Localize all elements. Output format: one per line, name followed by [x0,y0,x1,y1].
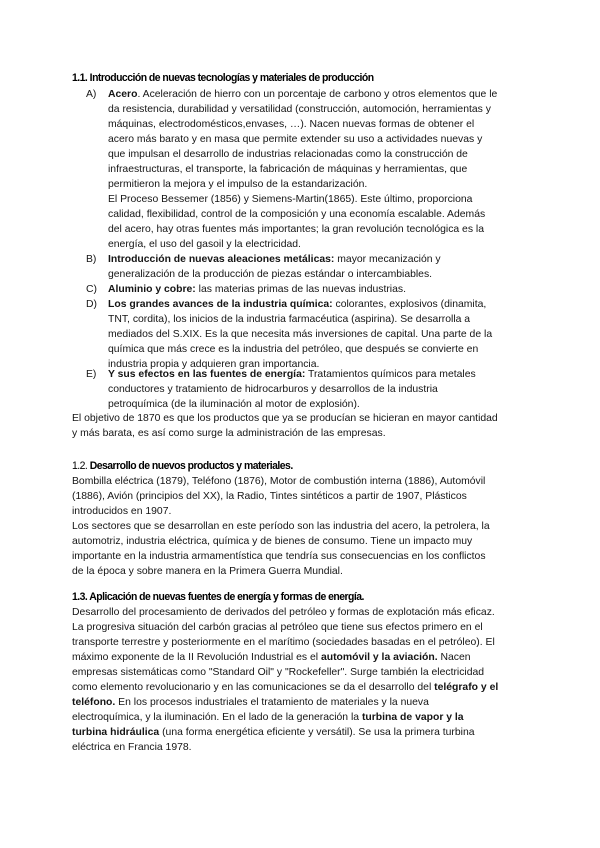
body-text: automotriz, industria eléctrica, química y de bienes de consumo. Tiene un impacto muy [72,536,473,547]
list-marker: A) [86,89,97,100]
body-text: importante en la industria armamentística que tendría sus consecuencias en los conflictos [72,551,486,562]
body-text: transporte terrestre y posteriormente en el marítimo (sociedades basadas en el petróleo). El [72,637,495,648]
body-text: las materias primas de las nuevas industrias. [195,284,406,295]
text-line [108,162,526,177]
body-text: permitieron la mejora y el impulso de la estandarización. [108,179,368,190]
body-text: TNT, cordita), los inicios de la industria farmacéutica (aspirina). Se desarrolla a [108,314,471,325]
list-item-body [108,367,526,412]
body-text: . Aceleración de hierro con un porcentaje de carbono y otros elementos que le [137,89,498,100]
text-line [72,534,532,549]
body-text: Los sectores que se desarrollan en este período son las industria del acero, la petrolera, la [72,521,490,532]
text-line [108,367,526,382]
text-line [108,297,526,312]
text-line [108,252,526,267]
bold-text: Aluminio y cobre: [108,284,196,295]
text-line [72,680,532,695]
text-line [72,695,532,710]
body-text: química que más crece es la industria del petróleo, que después se convierte en [108,344,479,355]
text-line [108,222,526,237]
body-text: introducidos en 1907. [72,506,172,517]
text-line [72,549,532,564]
text-line [72,519,532,534]
text-line [108,237,526,252]
body-text: del acero, hay otras fuentes más importantes; la gran revolución tecnológica es la [108,224,485,235]
body-text: Tratamientos químicos para metales [305,369,476,380]
body-text: y más barata, es así como surge la administración de las empresas. [72,428,386,439]
text-line [108,282,526,297]
text-line [108,327,526,342]
body-text: La progresiva situación del carbón gracias al petróleo que tiene sus efectos primero en el [72,622,483,633]
body-text: mediados del S.XIX. Es la que necesita más inversiones de capital. Una parte de la [108,329,493,340]
body-text: El objetivo de 1870 es que los productos que ya se producían se hicieran en mayor cantidad [72,413,498,424]
text-line [72,504,532,519]
text-line [72,710,532,725]
body-text: eléctrica en Francia 1978. [72,742,192,753]
body-text: calidad, flexibilidad, control de la composición y una economía escalable. Además [108,209,486,220]
list-item-body [108,87,526,252]
text-line [108,312,526,327]
text-line [108,382,526,397]
bold-text: Acero [108,89,138,100]
body-text: mayor mecanización y [334,254,441,265]
bold-text: Introducción de nuevas aleaciones metálicas: [108,254,335,265]
text-line [72,620,532,635]
section-2-paragraph [72,474,532,579]
text-line [72,650,532,665]
list-item-body [108,282,526,297]
body-text: energía, el uso del gasoil y la electricidad. [108,239,301,250]
text-line [108,87,526,102]
text-line [108,342,526,357]
list-marker: C) [86,284,97,295]
body-text: (una forma energética eficiente y versátil). Se usa la primera turbina [159,727,475,738]
body-text: petroquímica (de la iluminación al motor de explosión). [108,399,360,410]
text-line [108,192,526,207]
bold-text: Los grandes avances de la industria química: [108,299,333,310]
bold-text: automóvil y la aviación. [320,652,438,663]
text-line [108,207,526,222]
text-line [108,102,526,117]
text-line [72,665,532,680]
list-marker: E) [86,369,97,380]
body-text: electroquímica, y la iluminación. En el lado de la generación la [72,712,362,723]
list-item-body [108,297,526,372]
body-text: (1886), Avión (principios del XX), la Radio, Tintes sintéticos a partir de 1907, Plásticos [72,491,467,502]
text-line [72,740,532,755]
text-line [72,564,532,579]
body-text: acero más barato y en masa que permite extender su uso a actividades nuevas y [108,134,483,145]
body-text: Nacen [437,652,471,663]
section-3-paragraph [72,605,532,755]
body-text: que impulsan el desarrollo de industrias relacionadas como la construcción de [108,149,468,160]
text-line [108,397,526,412]
section-3-heading: 1.3. Aplicación de nuevas fuentes de energía y formas de energía. [72,591,364,603]
text-line [108,132,526,147]
bold-text: telégrafo y el [434,682,499,693]
list-marker: B) [86,254,97,265]
body-text: máquinas, electrodomésticos,envases, …). Nacen nuevas formas de obtener el [108,119,475,130]
body-text: infraestructuras, el transporte, la fabricación de máquinas y herramientas, que [108,164,468,175]
text-line [72,605,532,620]
body-text: colorantes, explosivos (dinamita, [332,299,487,310]
body-text: industria propia y adquieren gran importancia. [108,359,320,370]
text-line [72,411,532,426]
text-line [108,117,526,132]
text-line [108,177,526,192]
bold-text: teléfono. [72,697,116,708]
body-text: da resistencia, durabilidad y versatilidad (construcción, automoción, herramientas y [108,104,491,115]
body-text: conductores y tratamiento de hidrocarburos y desarrollos de la industria [108,384,438,395]
body-text: de la época y sobre manera en la Primera Guerra Mundial. [72,566,343,577]
text-line [108,267,526,282]
section-1-heading: 1.1. Introducción de nuevas tecnologías y materiales de producción [72,72,374,84]
bold-text: Y sus efectos en las fuentes de energía: [108,369,306,380]
section-2-heading: 1.2. Desarrollo de nuevos productos y materiales. [72,460,293,472]
body-text: Desarrollo del procesamiento de derivados del petróleo y formas de explotación más eficaz. [72,607,495,618]
body-text: Bombilla eléctrica (1879), Teléfono (1876), Motor de combustión interna (1886), Automóvil [72,476,486,487]
body-text: generalización de la producción de piezas estándar o intercambiables. [108,269,433,280]
text-line [72,426,532,441]
body-text: como elemento revolucionario y en las comunicaciones se da el desarrollo del [72,682,435,693]
list-marker: D) [86,299,97,310]
body-text: máximo exponente de la II Revolución Industrial es el [72,652,321,663]
text-line [72,474,532,489]
text-line [72,635,532,650]
text-line [72,489,532,504]
text-line [72,725,532,740]
body-text: empresas sistemáticas como "Standard Oil" y "Rockefeller". Surge también la electricidad [72,667,485,678]
body-text: El Proceso Bessemer (1856) y Siemens-Martin(1865). Este último, proporciona [108,194,473,205]
bold-text: turbina hidráulica [72,727,160,738]
bold-text: turbina de vapor y la [361,712,464,723]
body-text: En los procesos industriales el tratamiento de materiales y la nueva [115,697,429,708]
section-1-closing-paragraph [72,411,532,441]
text-line [108,147,526,162]
list-item-body [108,252,526,282]
